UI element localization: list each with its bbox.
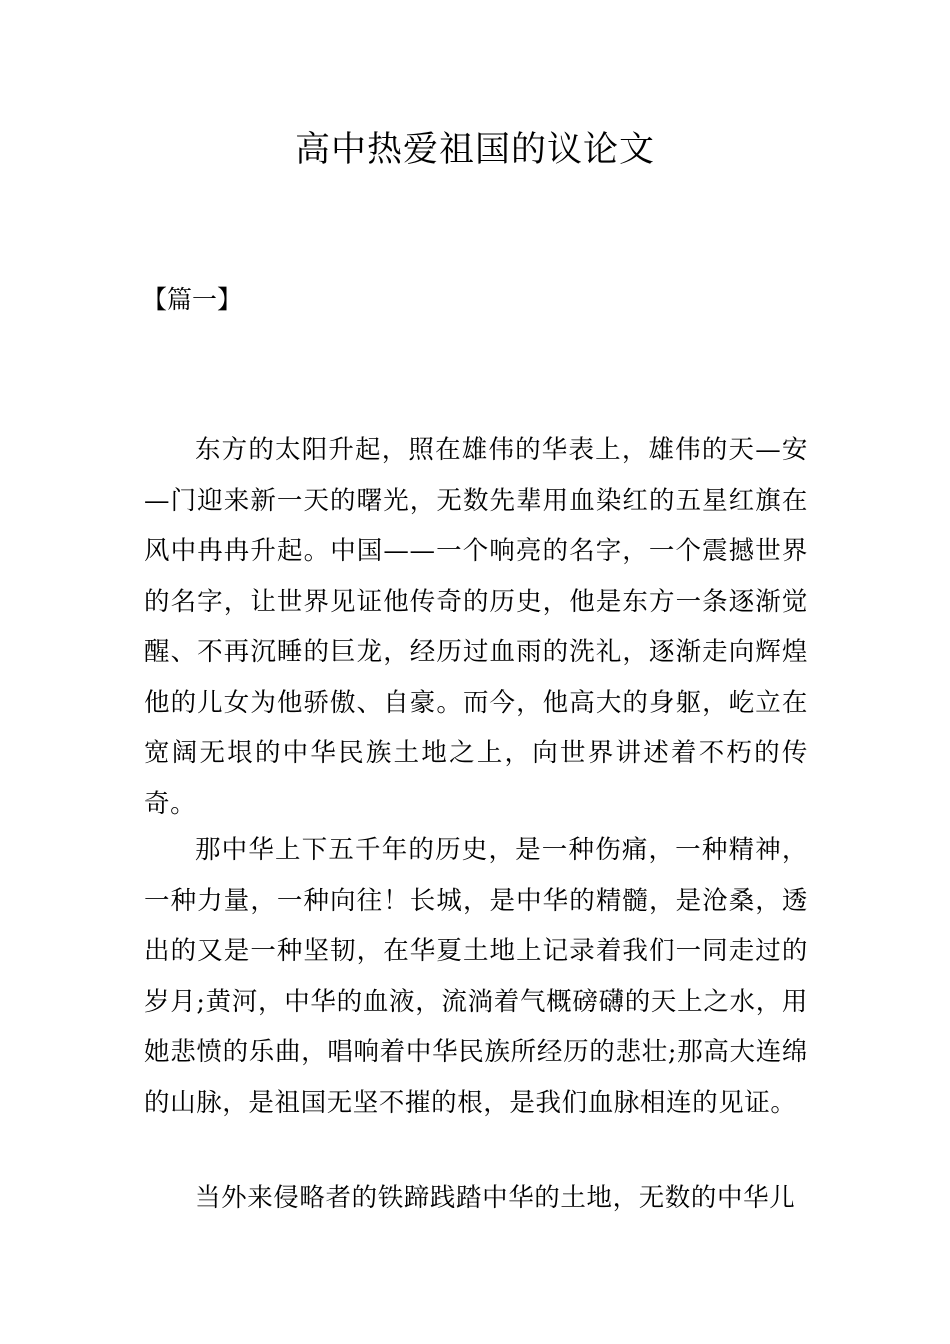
paragraph-1: 东方的太阳升起，照在雄伟的华表上，雄伟的天—安—门迎来新一天的曙光，无数先辈用血染红的五星红旗在风中冉冉升起。中国——一个响亮的名字，一个震撼世界的名字，让世界见证他传奇的历史，他是东方一条逐渐觉醒、不再沉睡的巨龙，经历过血雨的洗礼，逐渐走向辉煌他的儿女为他骄傲、自豪。而今，他高大的身躯，屹立在宽阔无垠的中华民族土地之上，向世界讲述着不朽的传奇。 xyxy=(144,435,808,819)
section-label: 【篇一】 xyxy=(142,285,243,314)
page-title: 高中热爱祖国的议论文 xyxy=(294,130,655,170)
paragraph-3: 当外来侵略者的铁蹄践踏中华的土地，无数的中华儿 xyxy=(195,1183,796,1213)
paragraph-2: 那中华上下五千年的历史，是一种伤痛，一种精神，一种力量，一种向往！长城，是中华的精髓，是沧桑，透出的又是一种坚韧，在华夏土地上记录着我们一同走过的岁月;黄河，中华的血液，流淌着气概磅礴的天上之水，用她悲愤的乐曲，唱响着中华民族所经历的悲壮;那高大连绵的山脉，是祖国无坚不摧的根，是我们血脉相连的见证。 xyxy=(144,835,808,1118)
